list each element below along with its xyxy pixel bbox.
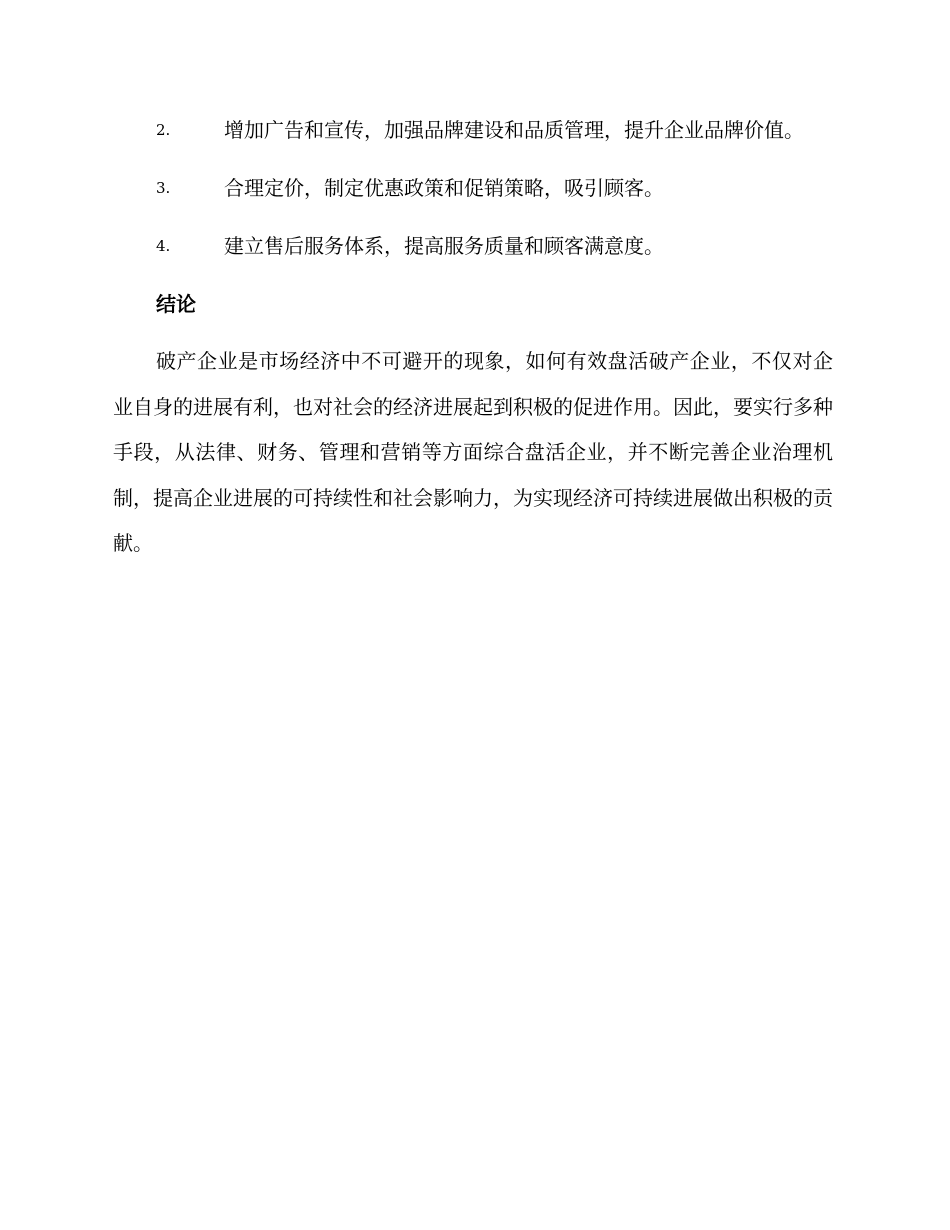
list-item-number: 2. <box>156 121 171 139</box>
list-item-text: 增加广告和宣传，加强品牌建设和品质管理，提升企业品牌价值。 <box>224 118 804 142</box>
list-item-number: 4. <box>156 237 171 255</box>
list-item-number: 3. <box>156 179 171 197</box>
list-item-text: 合理定价，制定优惠政策和促销策略，吸引顾客。 <box>224 176 664 200</box>
list-item-text: 建立售后服务体系，提高服务质量和顾客满意度。 <box>224 234 664 258</box>
list-item <box>113 108 833 153</box>
document-content <box>113 108 833 567</box>
conclusion-heading: 结论 <box>156 292 196 316</box>
list-item <box>113 224 833 269</box>
conclusion-paragraph: 破产企业是市场经济中不可避开的现象，如何有效盘活破产企业，不仅对企业自身的进展有利，也对社会的经济进展起到积极的促进作用。因此，要实行多种手段，从法律、财务、管理和营销等方面综合盘活企业，并不断完善企业治理机制，提高企业进展的可持续性和社会影响力，为实现经济可持续进展做出积极的贡献。 <box>113 349 833 555</box>
list-item <box>113 166 833 211</box>
